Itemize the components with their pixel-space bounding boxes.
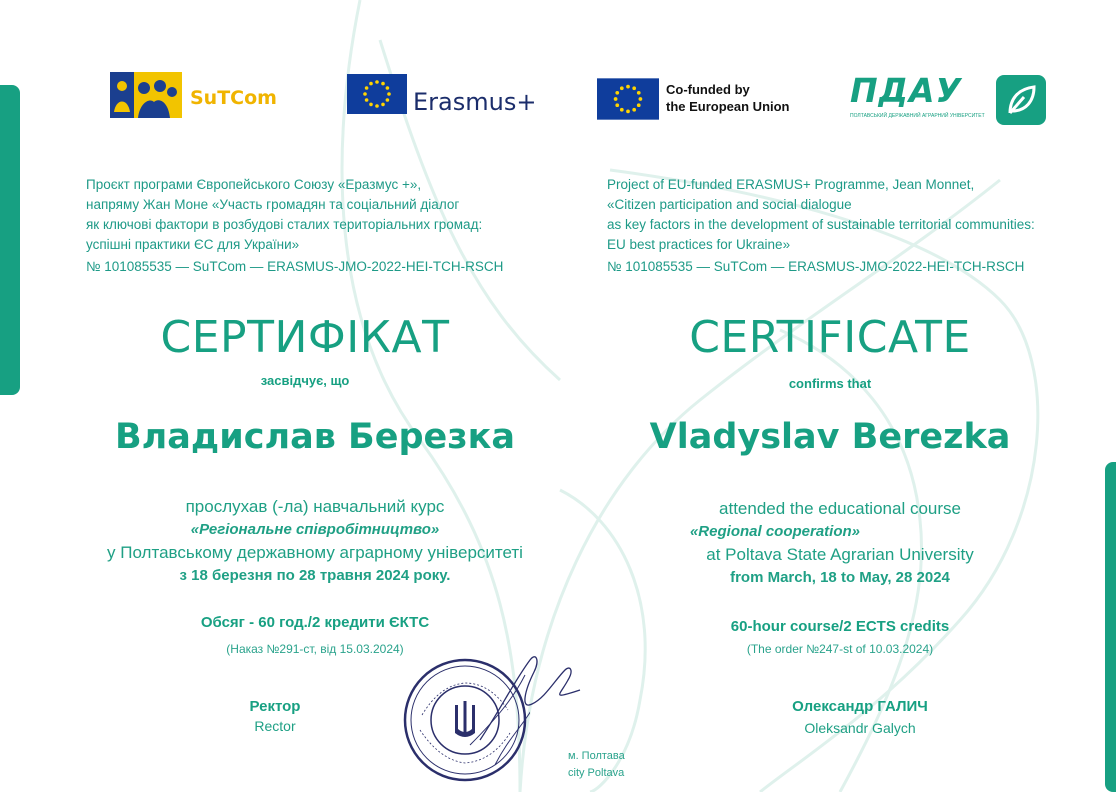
course-volume-ua: Обсяг - 60 год./2 кредити ЄКТС (200, 614, 430, 631)
project-ua-line: успішні практики ЄС для України» (86, 237, 300, 252)
pdau-subtitle: ПОЛТАВСЬКИЙ ДЕРЖАВНИЙ АГРАРНИЙ УНІВЕРСИТЕТ (850, 113, 985, 119)
sutcom-emblem-icon (110, 72, 182, 118)
city-en: city Poltava (568, 767, 625, 779)
project-ua-line: як ключові фактори в розбудові сталих територіальних громад: (86, 217, 483, 232)
city (568, 748, 648, 782)
course-name: «Регіональне співробітництво» (190, 521, 440, 538)
pdau-wordmark: ПДАУ (850, 71, 962, 110)
left-accent-bar (0, 85, 20, 395)
project-en-line: as key factors in the development of sustainable territorial communities: (607, 217, 1035, 232)
confirms-ua: засвідчує, що (260, 373, 350, 388)
sutcom-wordmark: SuTCom (190, 87, 277, 109)
project-en-line: Project of EU-funded ERASMUS+ Programme, Jean Monnet, (607, 177, 975, 192)
course-dates: з 18 березня по 28 травня 2024 року. (179, 567, 451, 584)
right-accent-bar (1105, 462, 1116, 792)
cofunded-line-2: the European Union (666, 99, 790, 114)
handwritten-signature (470, 640, 590, 750)
erasmus-logo (347, 74, 547, 118)
course-line: at Poltava State Agrarian University (706, 545, 974, 564)
project-ua-line: Проєкт програми Європейського Союзу «Еразмус +», (86, 177, 422, 192)
order-en: (The order №247-st of 10.03.2024) (746, 642, 934, 656)
course-line: прослухав (-ла) навчальний курс (185, 497, 445, 516)
eu-flag-icon (597, 78, 659, 120)
project-en-line: EU best practices for Ukraine» (607, 237, 791, 252)
project-ua-line: напряму Жан Моне «Участь громадян та соціальний діалог (86, 197, 460, 212)
course-info-en (580, 497, 1100, 589)
course-volume-en: 60-hour course/2 ECTS credits (730, 618, 950, 635)
sutcom-logo (110, 72, 280, 118)
certificate-title-ua: СЕРТИФІКАТ (160, 312, 450, 363)
cofunded-eu-logo (597, 78, 817, 120)
order-ua: (Наказ №291-ст, від 15.03.2024) (226, 642, 404, 656)
cofunded-line-1: Co-funded by (666, 82, 750, 97)
recipient-name-ua: Владислав Березка (115, 417, 515, 457)
course-name: «Regional cooperation» (689, 523, 861, 540)
course-dates: from March, 18 to May, 28 2024 (730, 569, 950, 586)
signatory-subtitle-ua: Rector (254, 718, 296, 734)
leaf-icon (996, 75, 1046, 125)
project-en-line: «Citizen participation and social dialogue (607, 197, 852, 212)
signatory-title-ua: Ректор (249, 698, 301, 715)
signatory-name-en: Oleksandr Galych (804, 720, 916, 736)
project-en-line: № 101085535 — SuTCom — ERASMUS-JMO-2022-HEI-TCH-RSCH (607, 259, 1025, 274)
course-line: attended the educational course (719, 499, 961, 518)
pdau-logo (850, 71, 1050, 125)
erasmus-wordmark: Erasmus+ (413, 88, 537, 116)
confirms-en: confirms that (788, 376, 872, 391)
project-description-en (607, 175, 1107, 277)
signatory-name-ua: Олександр ГАЛИЧ (792, 698, 928, 715)
recipient-name-en: Vladyslav Berezka (649, 417, 1011, 457)
project-description-ua (86, 175, 556, 277)
certificate-title-en: CERTIFICATE (689, 312, 971, 363)
eu-flag-icon (347, 74, 407, 114)
course-line: у Полтавському державному аграрному університеті (107, 543, 523, 562)
city-ua: м. Полтава (568, 750, 625, 762)
project-ua-line: № 101085535 — SuTCom — ERASMUS-JMO-2022-HEI-TCH-RSCH (86, 259, 504, 274)
